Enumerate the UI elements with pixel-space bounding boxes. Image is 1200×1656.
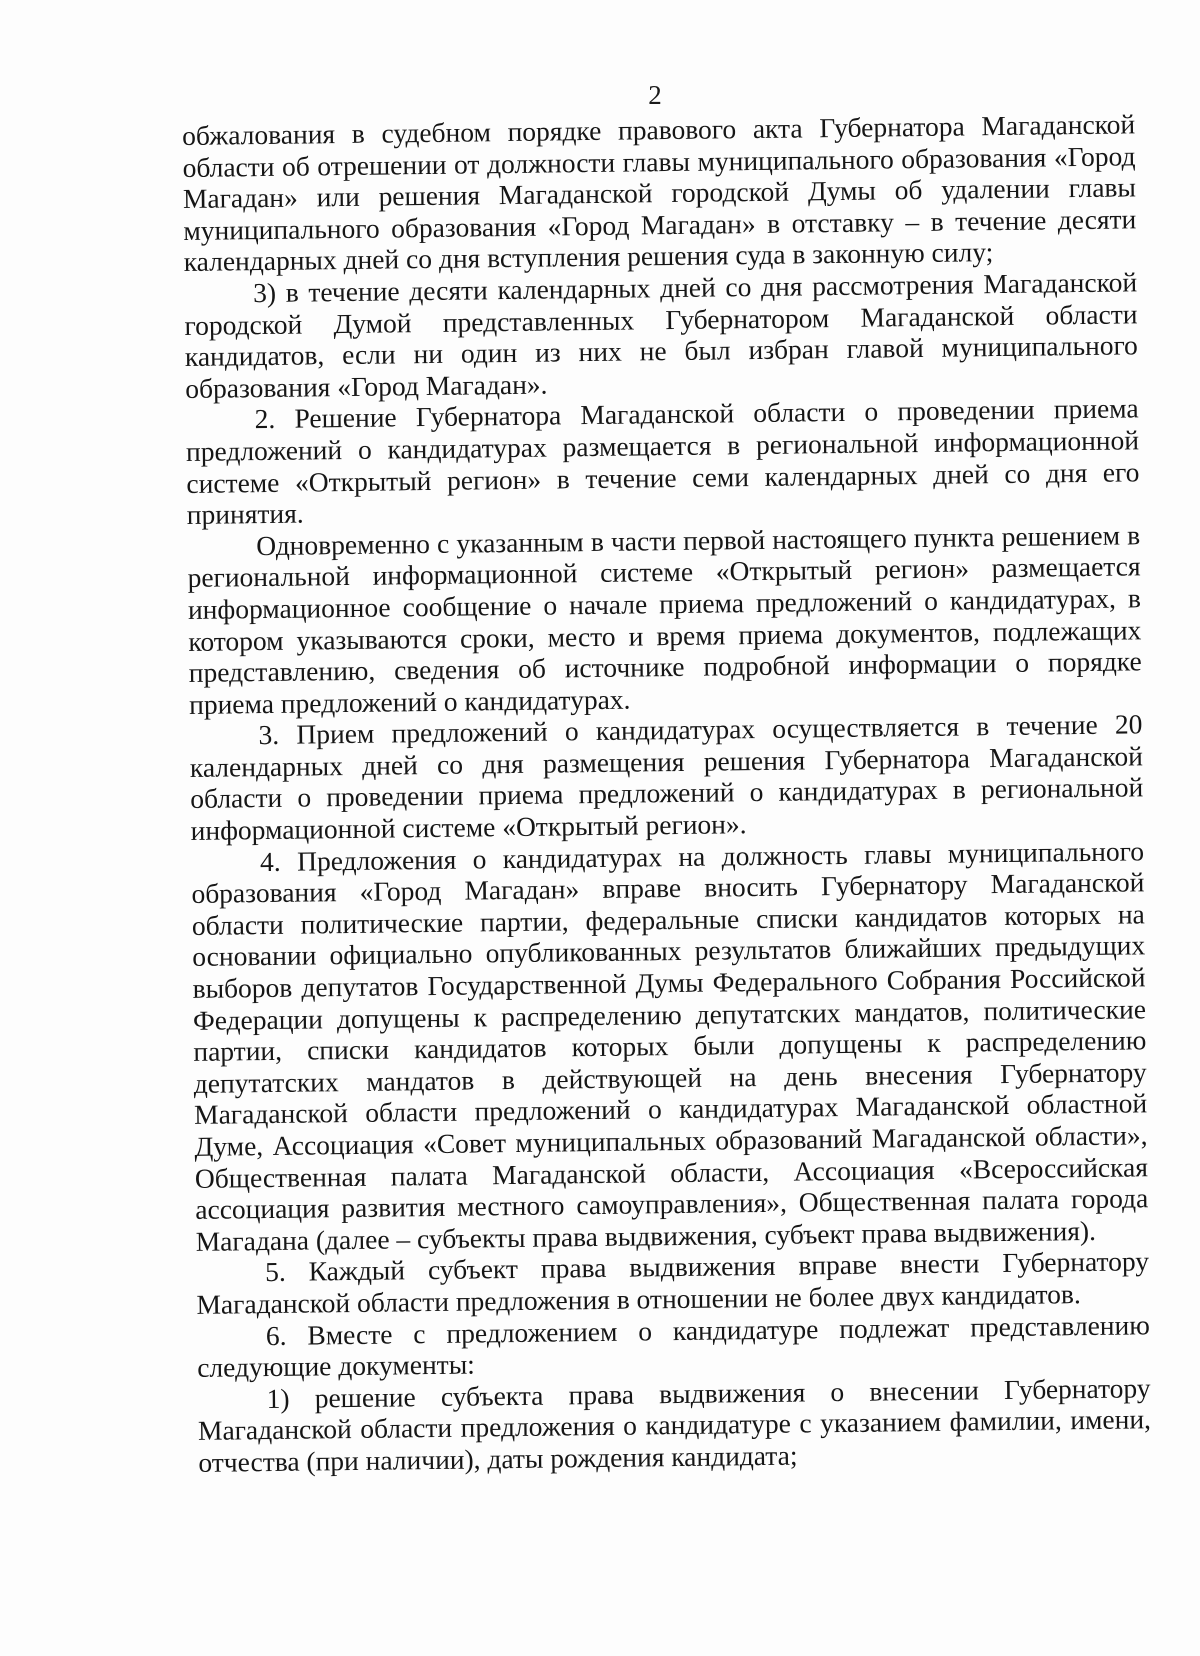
page-number: 2	[648, 80, 662, 110]
paragraph: 6. Вместе с предложением о кандидатуре подлежат представлению следующие документы:	[197, 1308, 1150, 1384]
paragraph: 3. Прием предложений о кандидатурах осуществляется в течение 20 календарных дней со дня размещения решения Губернатора Магаданской области о проведении приема предложений о кандидатурах в региональной информационной системе «Открытый регион».	[189, 708, 1144, 847]
paragraph: обжалования в судебном порядке правового акта Губернатора Магаданской области об отрешении от должности главы муниципального образования «Город Магадан» или решения Магаданской городской Думы об удалении главы муниципального образования «Город Магадан» в отставку – в течение десяти календарных дней со дня вступления решения суда в законную силу;	[182, 108, 1137, 278]
paragraph: 1) решение субъекта права выдвижения о внесении Губернатору Магаданской области предложения о кандидатуре с указанием фамилии, имени, отчества (при наличии), даты рождения кандидата;	[197, 1372, 1152, 1478]
paragraph: 4. Предложения о кандидатурах на должность главы муниципального образования «Город Магадан» вправе вносить Губернатору Магаданской области политические партии, федеральные списки кандидатов которых на основании официально опубликованных результатов ближайших предыдущих выборов депутатов Государственной Думы Федерального Собрания Российской Федерации допущены к распределению депутатских мандатов, политические партии, списки кандидатов которых были допущены к распределению депутатских мандатов в действующей на день внесения Губернатору Магаданской области предложений о кандидатурах Магаданской областной Думе, Ассоциация «Совет муниципальных образований Магаданской области», Общественная палата Магаданской области, Ассоциация «Всероссийская ассоциация развития местного самоуправления», Общественная палата города Магадана (далее – субъекты права выдвижения, субъект права выдвижения).	[191, 834, 1149, 1257]
paragraph: 2. Решение Губернатора Магаданской области о проведении приема предложений о кандидатурах размещается в региональной информационной системе «Открытый регион» в течение семи календарных дней со дня его принятия.	[185, 392, 1140, 531]
paragraph: Одновременно с указанным в части первой настоящего пункта решением в региональной информационной системе «Открытый регион» размещается информационное сообщение о начале приема предложений о кандидатурах, в котором указываются сроки, место и время приема документов, подлежащих представлению, сведения об источнике подробной информации о порядке приема предложений о кандидатурах.	[187, 519, 1142, 720]
paragraph: 5. Каждый субъект права выдвижения вправе внести Губернатору Магаданской области предложения в отношении не более двух кандидатов.	[196, 1245, 1150, 1320]
paragraph: 3) в течение десяти календарных дней со дня рассмотрения Магаданской городской Думой представленных Губернатором Магаданской области кандидатов, если ни один из них не был избран главой муниципального образования «Город Магадан».	[184, 266, 1139, 404]
document-body	[182, 108, 1152, 1478]
